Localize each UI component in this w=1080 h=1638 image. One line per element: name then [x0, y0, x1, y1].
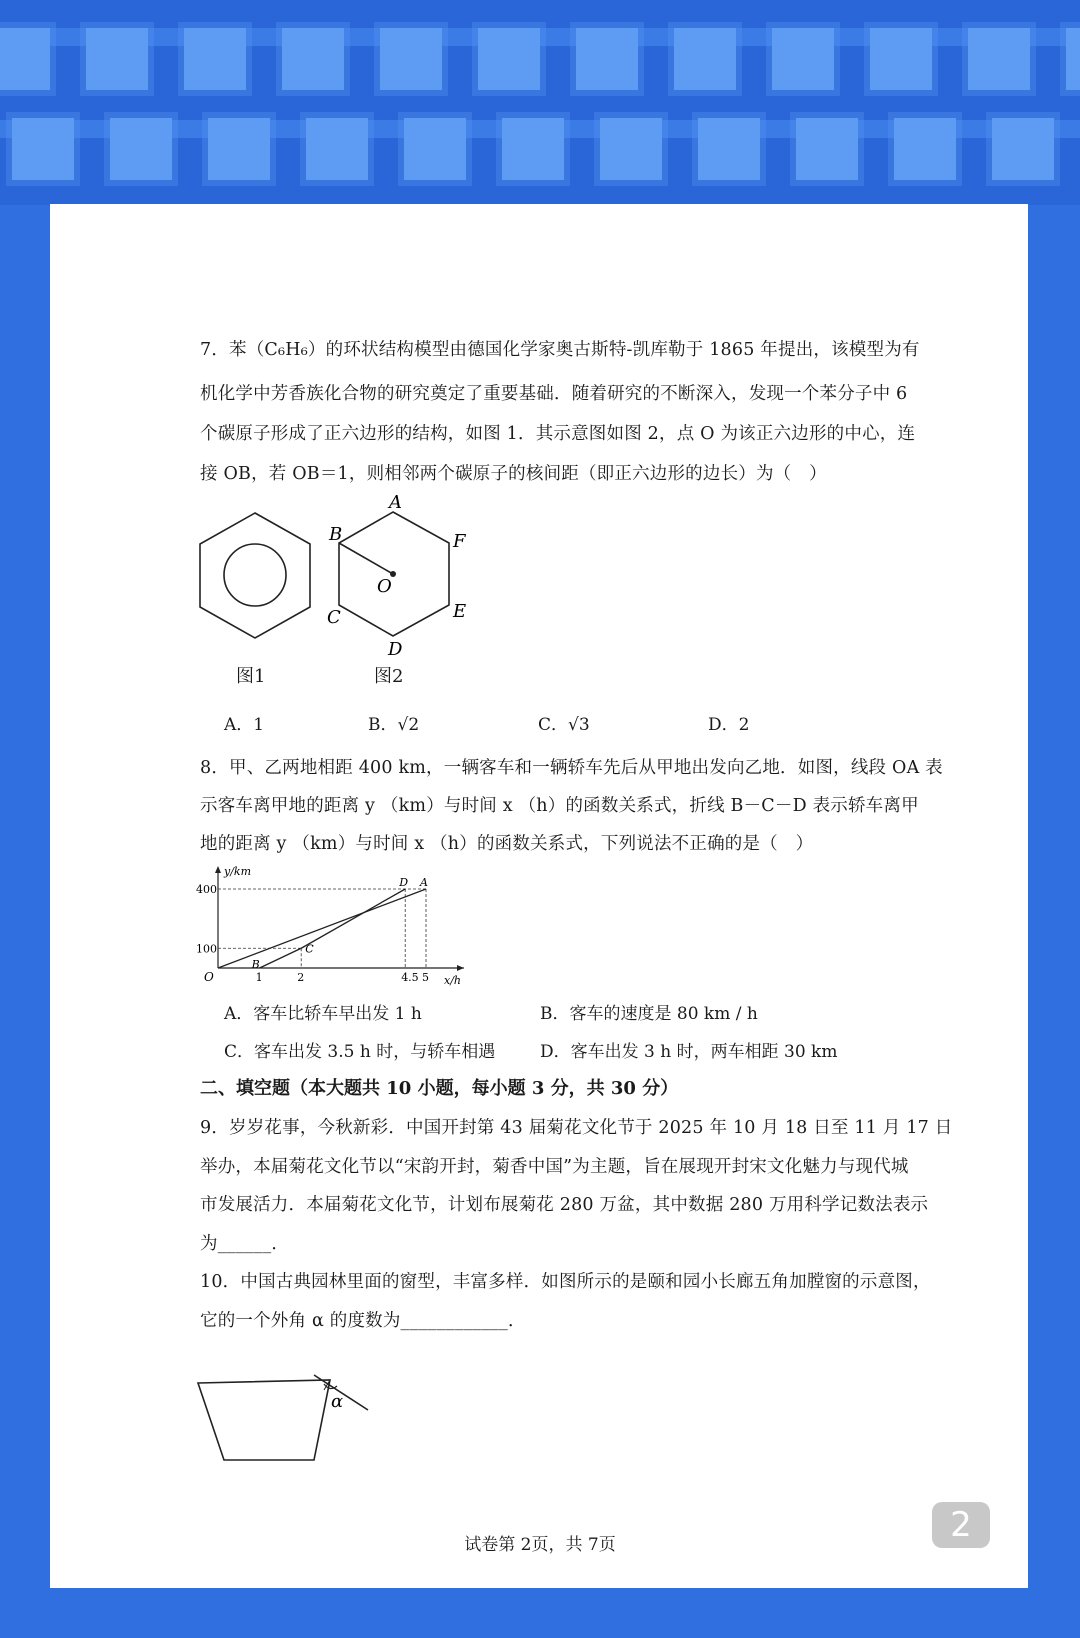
pattern-square	[208, 118, 270, 180]
pattern-square	[870, 28, 932, 90]
pattern-square	[992, 118, 1054, 180]
pattern-square	[404, 118, 466, 180]
q9-line-1: 9．岁岁花事，今秋新彩．中国开封第 43 届菊花文化节于 2025 年 10 月 18 日至 11 月 17 日	[200, 1118, 953, 1138]
pattern-square	[674, 28, 736, 90]
point-a-label: A	[389, 495, 402, 513]
pattern-square	[698, 118, 760, 180]
point-e-label: E	[453, 601, 467, 622]
q7-line-2: 机化学中芳香族化合物的研究奠定了重要基础．随着研究的不断深入，发现一个苯分子中 6	[200, 384, 908, 404]
point-label-a: A	[420, 876, 428, 889]
pattern-square	[12, 118, 74, 180]
q10-line-2: 它的一个外角 α 的度数为____________．	[200, 1311, 526, 1331]
point-c-label: C	[327, 607, 341, 628]
point-b-label: B	[329, 524, 343, 545]
point-o-label: O	[377, 576, 392, 597]
figure-1-benzene	[190, 505, 320, 645]
pattern-square	[380, 28, 442, 90]
pattern-square	[282, 28, 344, 90]
point-label-b: B	[251, 958, 260, 971]
q8-option-b: B．客车的速度是 80 km / h	[540, 1004, 758, 1024]
origin-label: O	[204, 970, 214, 984]
figure-1-label: 图1	[236, 666, 266, 687]
pattern-square	[110, 118, 172, 180]
top-decorative-pattern	[0, 0, 1080, 205]
q10-line-1: 10．中国古典园林里面的窗型，丰富多样．如图所示的是颐和园小长廊五角加膛窗的示意图，	[200, 1272, 931, 1292]
q8-line-3: 地的距离 y （km）与时间 x （h）的函数关系式，下列说法不正确的是（ ）	[200, 834, 814, 854]
point-f-label: F	[453, 531, 466, 552]
figure-2-hexagon	[325, 495, 475, 655]
q7-option-c: C．√3	[538, 715, 590, 735]
x-axis-arrow	[457, 965, 464, 971]
y-tick-label: 100	[196, 942, 217, 956]
q8-line-2: 示客车离甲地的距离 y （km）与时间 x （h）的函数关系式，折线 B－C－D 表示轿车离甲	[200, 796, 919, 816]
x-tick-label: 2	[297, 971, 305, 984]
page-footer: 试卷第 2页，共 7页	[464, 1535, 616, 1555]
q8-line-1: 8．甲、乙两地相距 400 km，一辆客车和一辆轿车先后从甲地出发向乙地．如图，线段 OA 表	[200, 758, 943, 778]
q7-line-4: 接 OB，若 OB＝1，则相邻两个碳原子的核间距（即正六边形的边长）为（ ）	[200, 464, 827, 484]
q8-option-c: C．客车出发 3.5 h 时，与轿车相遇	[224, 1042, 496, 1062]
pattern-square	[0, 28, 50, 90]
x-tick-label: 1	[255, 971, 263, 984]
x-axis-label: x/h	[444, 974, 461, 987]
q9-line-2: 举办，本届菊花文化节以“宋韵开封，菊香中国”为主题，旨在展现开封宋文化魅力与现代城	[200, 1157, 909, 1177]
pattern-square	[576, 28, 638, 90]
pattern-square	[968, 28, 1030, 90]
pattern-square	[772, 28, 834, 90]
distance-time-chart	[196, 862, 496, 987]
q7-line-3: 个碳原子形成了正六边形的结构，如图 1．其示意图如图 2，点 O 为该正六边形的中心，连	[200, 424, 916, 444]
q8-option-d: D．客车出发 3 h 时，两车相距 30 km	[540, 1042, 838, 1062]
pattern-square	[478, 28, 540, 90]
q7-option-d: D．2	[708, 715, 750, 735]
segment-ob	[339, 543, 393, 574]
q7-option-a: A．1	[224, 715, 265, 735]
figure-2-label: 图2	[374, 666, 404, 687]
pattern-square	[894, 118, 956, 180]
pentagon-shape	[198, 1380, 330, 1460]
x-tick-label: 5	[422, 971, 429, 984]
pattern-square	[1066, 28, 1080, 90]
y-axis-arrow	[215, 866, 221, 873]
page-number-badge: 2	[932, 1502, 990, 1548]
alpha-label: α	[331, 1391, 344, 1412]
pattern-square	[86, 28, 148, 90]
point-label-c: C	[305, 942, 314, 956]
pattern-square	[306, 118, 368, 180]
pattern-square	[600, 118, 662, 180]
y-tick-label: 400	[196, 883, 217, 896]
q7-line-1: 7．苯（C₆H₆）的环状结构模型由德国化学家奥古斯特-凯库勒于 1865 年提出，该模型为有	[200, 340, 920, 360]
pattern-square	[796, 118, 858, 180]
inner-circle	[224, 544, 286, 606]
q7-option-b: B．√2	[368, 715, 420, 735]
x-tick-label: 4.5	[401, 971, 419, 984]
section-2-title: 二、填空题（本大题共 10 小题，每小题 3 分，共 30 分）	[200, 1078, 679, 1099]
y-axis-label: y/km	[224, 865, 252, 878]
q9-line-4: 为______．	[200, 1234, 290, 1254]
q9-line-3: 市发展活力．本届菊花文化节，计划布展菊花 280 万盆，其中数据 280 万用科学记数法表示	[200, 1195, 929, 1215]
pattern-square	[502, 118, 564, 180]
pattern-square	[184, 28, 246, 90]
series-segment	[260, 948, 302, 968]
series-segment	[218, 889, 426, 968]
pentagon-figure	[190, 1362, 380, 1472]
q8-option-a: A．客车比轿车早出发 1 h	[224, 1004, 422, 1024]
point-d-label: D	[388, 639, 403, 655]
series-segment	[301, 889, 405, 948]
hexagon-shape	[200, 513, 310, 638]
point-label-d: D	[399, 876, 409, 889]
